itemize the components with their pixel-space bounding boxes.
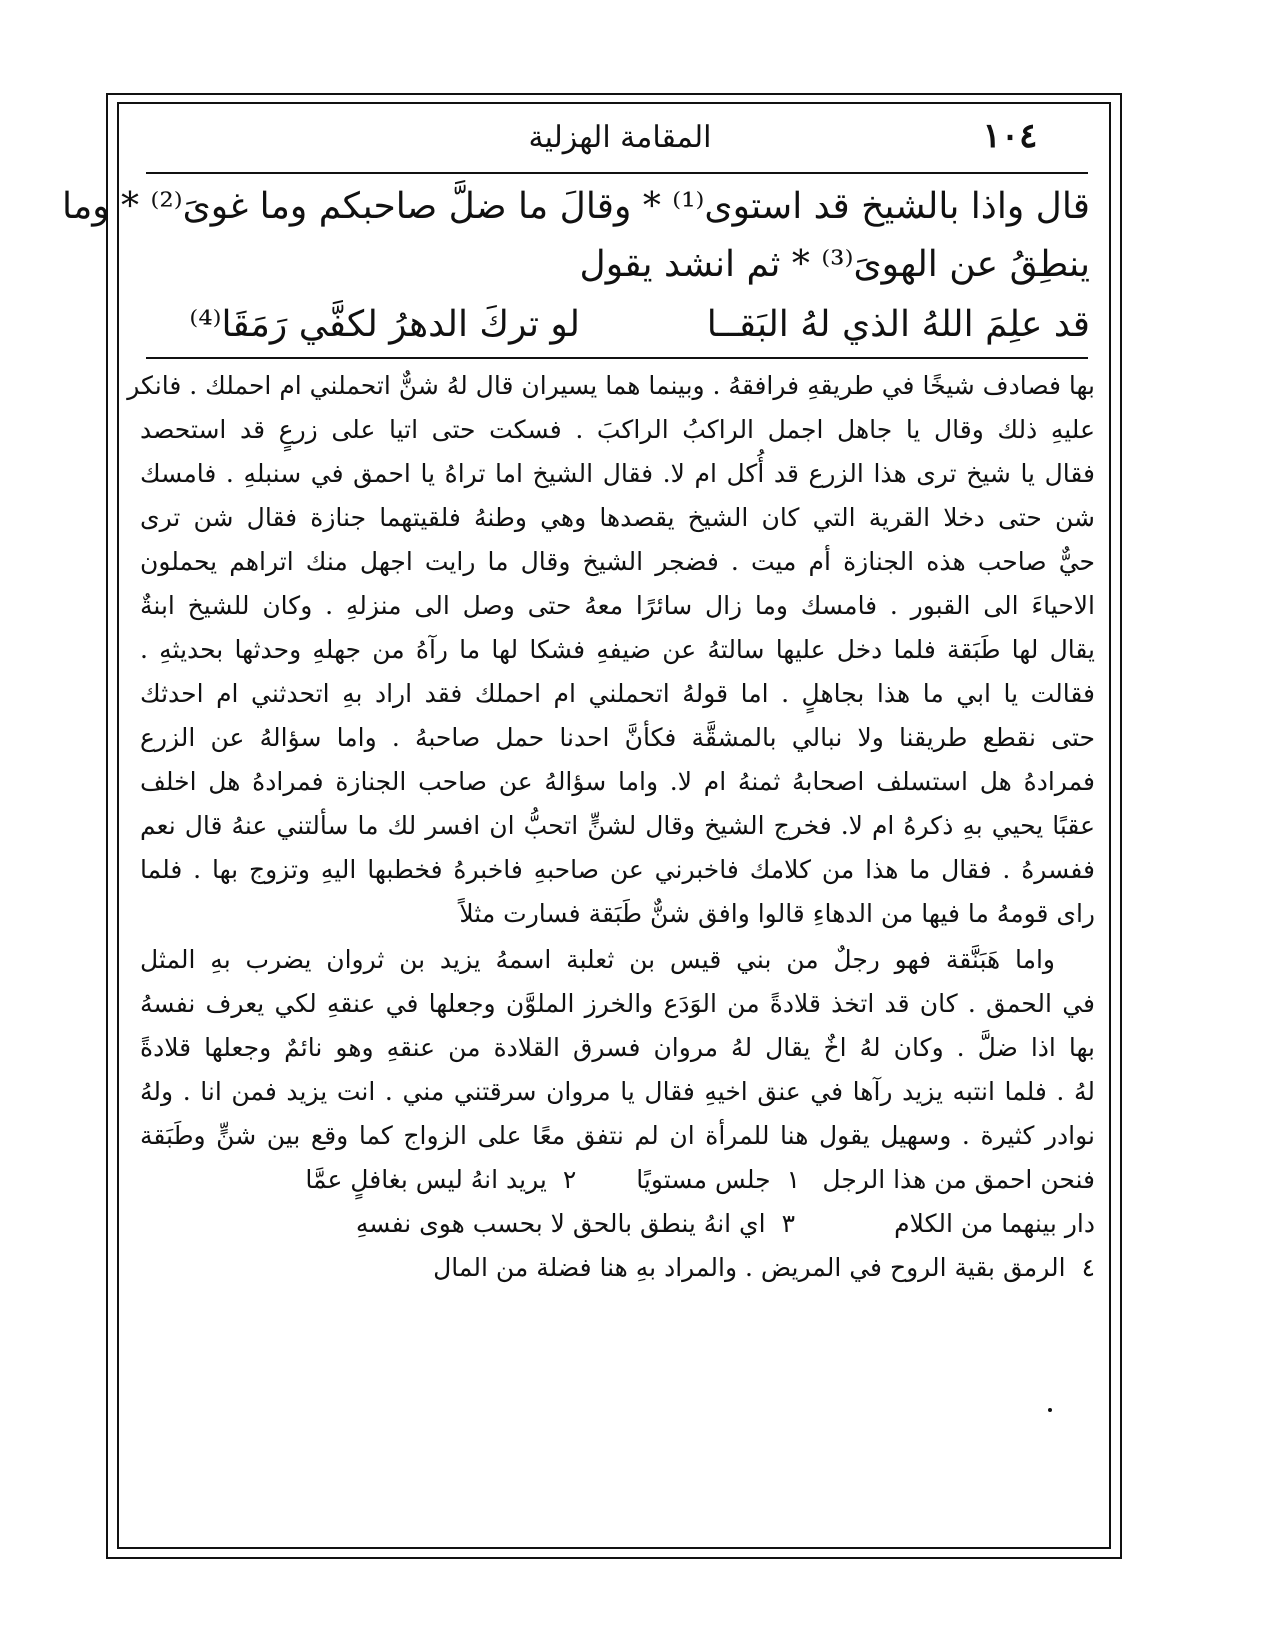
body-line: ففسرهُ . فقال ما هذا من كلامك فاخبرني عن صاحبهِ فاخبرهُ فخطبها اليهِ وتزوج بها . فلما: [140, 855, 1095, 884]
body-line: يقال لها طَبَقة فلما دخل عليها سالتهُ عن ضيفهِ فشكا لها ما رآهُ من جهلهِ وحدثها بحديثهِ .: [140, 635, 1095, 664]
page-number: ١٠٤: [982, 116, 1038, 156]
body-line: حتى نقطع طريقنا ولا نبالي بالمشقَّة فكأنَّ احدنا حمل صاحبهُ . واما سؤالهُ عن الزرع: [140, 723, 1095, 752]
verse-second-hemistich: لو تركَ الدهرُ لكفَّي رَمَقَا⁽⁴⁾: [189, 304, 580, 345]
footnote-text: الرمق بقية الروح في المريض . والمراد بهِ هنا فضلة من المال: [433, 1253, 1066, 1282]
body-line: عقبًا يحيي بهِ ذكرهُ ام لا. فخرج الشيخ وقال لشنٍّ اتحبُّ ان افسر لك ما سألتني عنهُ قال نعم: [140, 811, 1095, 840]
running-title: المقامة الهزلية: [528, 120, 712, 155]
body-line: في الحمق . كان قد اتخذ قلادةً من الوَدَع والخرز الملوَّن وجعلها في عنقهِ لكي يعرف نفسهُ: [140, 989, 1095, 1018]
stray-mark: [1048, 1408, 1052, 1412]
body-line: شن حتى دخلا القرية التي كان الشيخ يقصدها وهي وطنهُ فلقيتهما جنازة فقال شن ترى: [140, 503, 1095, 532]
footnote-line: [140, 1248, 1095, 1288]
body-line: واما هَبَنَّقة فهو رجلٌ من بني قيس بن ثعلبة اسمهُ يزيد بن ثروان يضرب بهِ المثل: [140, 945, 1055, 974]
header-rule: [146, 172, 1088, 174]
body-line: راى قومهُ ما فيها من الدهاءِ قالوا وافق شنٌّ طَبَقة فسارت مثلاً: [459, 899, 1095, 928]
headline-line-1: قال واذا بالشيخ قد استوى⁽¹⁾ * وقالَ ما ضلَّ صاحبكم وما غوىَ⁽²⁾ * وما: [61, 186, 1090, 227]
body-line: لهُ . فلما انتبه يزيد رآها في عنق اخيهِ فقال يا مروان سرقتني مني . انت يزيد فمن انا . ولهُ: [140, 1077, 1095, 1106]
verse-first-hemistich: قد علِمَ اللهُ الذي لهُ البَقــا: [706, 304, 1090, 345]
body-line: عليهِ ذلك وقال يا جاهل اجمل الراكبُ الراكبَ . فسكت حتى اتيا على زرعٍ قد استحصد: [140, 415, 1095, 444]
verse: [140, 296, 1090, 354]
headline-line-2: ينطِقُ عن الهوىَ⁽³⁾ * ثم انشد يقول: [579, 244, 1090, 285]
footnote-3: [356, 1204, 795, 1244]
footnote-line: [140, 1204, 1095, 1244]
body-line: بها فصادف شيخًا في طريقهِ فرافقهُ . وبينما هما يسيران قال لهُ شنٌّ اتحملني ام احملك . فانكر: [127, 371, 1095, 400]
last-body-line: فنحن احمق من هذا الرجل: [822, 1165, 1095, 1194]
body-line: بها اذا ضلَّ . وكان لهُ اخٌ يقال لهُ مروان فسرق القلادة من عنقهِ وهو نائمٌ وجعلها قلادةً: [140, 1033, 1095, 1062]
footnote-2: [305, 1160, 576, 1200]
body-line: الاحياءَ الى القبور . فامسك وما زال سائرًا معهُ حتى وصل الى منزلهِ . وكان للشيخ ابنةٌ: [140, 591, 1095, 620]
footnote-2-continuation: دار بينهما من الكلام: [894, 1209, 1095, 1238]
footnote-text: جلس مستويًا: [636, 1165, 771, 1194]
body-line: فقال يا شيخ ترى هذا الزرع قد أُكل ام لا. فقال الشيخ اما تراهُ يا احمق في سنبلهِ . فامسك: [140, 459, 1095, 488]
body-line: نوادر كثيرة . وسهيل يقول هنا للمرأة ان لم نتفق معًا على الزواج كما وقع بين شنٍّ وطَبَقة: [140, 1121, 1095, 1150]
footnote-text: يريد انهُ ليس بغافلٍ عمَّا: [305, 1165, 547, 1194]
footnote-number: ٤: [1081, 1253, 1095, 1282]
body-line: فقالت يا ابي ما هذا بجاهلٍ . اما قولهُ اتحملني ام احملك فقد اراد بهِ اتحدثني ام احدثك: [140, 679, 1095, 708]
footnote-number: ١: [786, 1165, 800, 1194]
verse-rule: [146, 357, 1088, 359]
footnote-text: اي انهُ ينطق بالحق لا بحسب هوى نفسهِ: [355, 1209, 766, 1238]
footnote-number: ٣: [781, 1209, 795, 1238]
footnote-number: ٢: [562, 1165, 577, 1194]
footnote-4: [433, 1248, 1095, 1288]
body-line: حيٌّ صاحب هذه الجنازة أم ميت . فضجر الشيخ وقال ما رايت اجهل منك اتراهم يحملون: [140, 547, 1095, 576]
body-line: فمرادهُ هل استسلف اصحابهُ ثمنهُ ام لا. واما سؤالهُ عن صاحب الجنازة فمرادهُ هل اخلف: [140, 767, 1095, 796]
footnote-1: [636, 1160, 800, 1200]
footnote-line: [140, 1160, 1095, 1200]
